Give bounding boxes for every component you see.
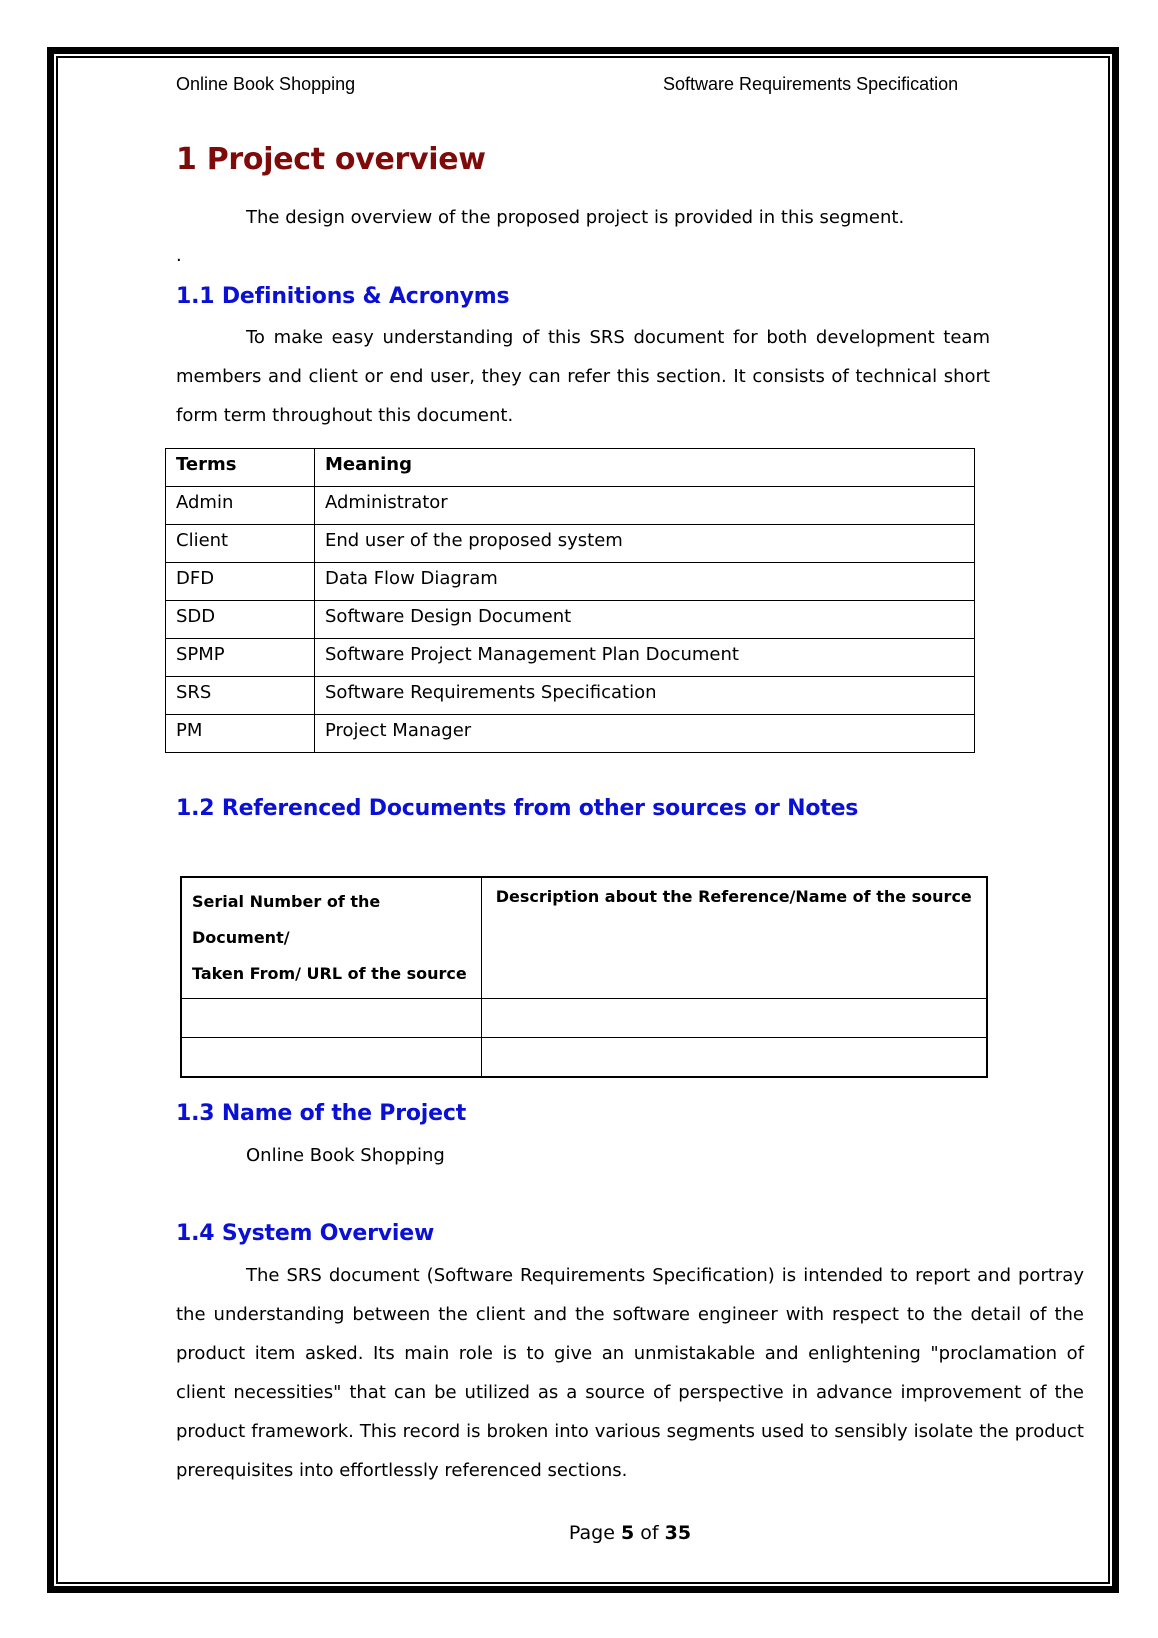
term-cell: SPMP xyxy=(166,639,315,677)
footer-page-number: 5 xyxy=(620,1522,635,1544)
references-table xyxy=(180,876,988,1078)
references-header-serial-line1: Serial Number of the Document/ xyxy=(192,892,381,947)
terms-header-terms: Terms xyxy=(166,449,315,487)
table-row xyxy=(166,487,975,525)
terms-header-meaning: Meaning xyxy=(315,449,975,487)
table-row xyxy=(166,715,975,753)
page-footer xyxy=(0,1522,1158,1544)
project-name-heading: 1.3 Name of the Project xyxy=(176,1101,467,1126)
references-heading: 1.2 Referenced Documents from other sources or Notes xyxy=(176,796,859,821)
meaning-cell: Software Requirements Specification xyxy=(315,677,975,715)
term-cell: Admin xyxy=(166,487,315,525)
terms-table xyxy=(165,448,975,753)
system-overview-heading: 1.4 System Overview xyxy=(176,1221,435,1246)
meaning-cell: Project Manager xyxy=(315,715,975,753)
term-cell: PM xyxy=(166,715,315,753)
meaning-cell: End user of the proposed system xyxy=(315,525,975,563)
table-row xyxy=(181,999,987,1038)
table-row xyxy=(166,563,975,601)
definitions-paragraph: To make easy understanding of this SRS document for both development team members and client or end user, they can refer this section. It consists of technical short form term throughout this document. xyxy=(176,327,990,426)
intro-paragraph: The design overview of the proposed project is provided in this segment. xyxy=(246,207,905,228)
meaning-cell: Software Design Document xyxy=(315,601,975,639)
meaning-cell: Administrator xyxy=(315,487,975,525)
system-overview-paragraph: The SRS document (Software Requirements Specification) is intended to report and portray the understanding between the client and the software engineer with respect to the detail of the product item asked. Its main role is to give an unmistakable and enlightening "proclamation of client necessities" that can be utilized as a source of perspective in advance improvement of the product framework. This record is broken into various segments used to sensibly isolate the product prerequisites into effortlessly referenced sections. xyxy=(176,1265,1084,1481)
references-table-header-row xyxy=(181,877,987,999)
footer-of-label: of xyxy=(640,1522,659,1544)
page-title: 1 Project overview xyxy=(176,142,486,177)
meaning-cell: Data Flow Diagram xyxy=(315,563,975,601)
footer-total-pages: 35 xyxy=(664,1522,692,1544)
term-cell: DFD xyxy=(166,563,315,601)
table-row xyxy=(166,525,975,563)
terms-table-header-row xyxy=(166,449,975,487)
term-cell: Client xyxy=(166,525,315,563)
empty-cell xyxy=(481,1038,987,1077)
table-row xyxy=(166,601,975,639)
term-cell: SDD xyxy=(166,601,315,639)
references-header-serial xyxy=(181,877,481,999)
definitions-heading: 1.1 Definitions & Acronyms xyxy=(176,284,510,309)
empty-cell xyxy=(181,999,481,1038)
references-header-description: Description about the Reference/Name of the source xyxy=(481,877,987,999)
stray-dot: . xyxy=(176,245,182,266)
term-cell: SRS xyxy=(166,677,315,715)
table-row xyxy=(166,677,975,715)
header-right: Software Requirements Specification xyxy=(663,74,959,94)
table-row xyxy=(166,639,975,677)
header-left: Online Book Shopping xyxy=(176,74,356,94)
footer-page-label: Page xyxy=(568,1522,615,1544)
table-row xyxy=(181,1038,987,1077)
empty-cell xyxy=(181,1038,481,1077)
meaning-cell: Software Project Management Plan Document xyxy=(315,639,975,677)
references-header-serial-line2: Taken From/ URL of the source xyxy=(192,964,467,983)
project-name-value: Online Book Shopping xyxy=(246,1145,445,1166)
empty-cell xyxy=(481,999,987,1038)
